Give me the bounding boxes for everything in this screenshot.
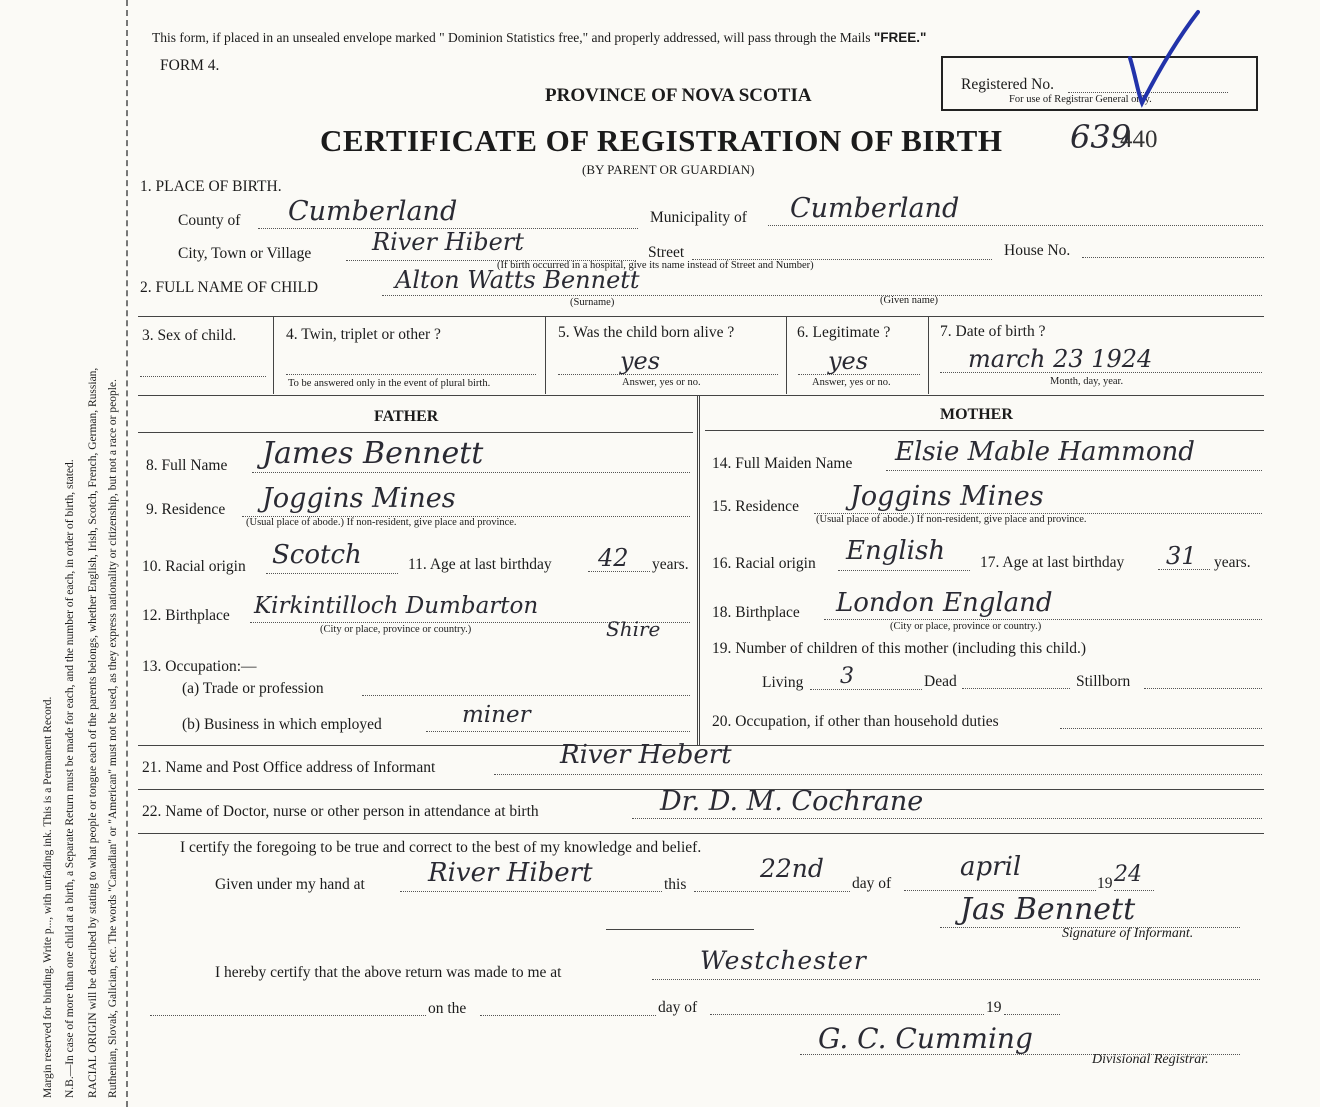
- surname-note: (Surname): [570, 297, 615, 308]
- mother-age-value: 31: [1166, 542, 1197, 570]
- informant-value: River Hebert: [560, 740, 732, 770]
- binding-margin-rule: [126, 0, 128, 1107]
- row-divider-4: [928, 316, 929, 394]
- certificate-number-stamped: 440: [1120, 126, 1158, 153]
- certificate-number-handwritten: 639: [1070, 118, 1132, 156]
- twin-note: To be answered only in the event of plural birth.: [288, 378, 491, 389]
- doctor-label: 22. Name of Doctor, nurse or other person in attendance at birth: [142, 803, 539, 820]
- registrar-day-line: [480, 1015, 656, 1016]
- registrar-signature-label: Divisional Registrar.: [1092, 1052, 1209, 1067]
- given-name-note: (Given name): [880, 295, 939, 306]
- year-prefix-label: 19: [1097, 875, 1113, 892]
- form-number: FORM 4.: [160, 57, 220, 74]
- on-the-blank-line: [150, 1015, 426, 1016]
- legitimate-label: 6. Legitimate ?: [797, 324, 891, 341]
- born-alive-label: 5. Was the child born alive ?: [558, 324, 735, 341]
- row-divider-1: [273, 316, 274, 394]
- county-label: County of: [178, 212, 241, 229]
- father-name-line: [252, 472, 690, 473]
- father-business-label: (b) Business in which employed: [182, 716, 382, 733]
- father-header-rule: [138, 432, 693, 433]
- municipality-value: Cumberland: [790, 193, 960, 224]
- mother-header-rule: [705, 430, 1264, 431]
- doctor-value: Dr. D. M. Cochrane: [660, 786, 924, 817]
- registrar-year-line: [1004, 1014, 1060, 1015]
- father-abode-note: (Usual place of abode.) If non-resident, give place and province.: [246, 517, 517, 528]
- row-top-rule: [138, 316, 1264, 317]
- mother-age-label: 17. Age at last birthday: [980, 554, 1125, 571]
- living-value: 3: [840, 664, 854, 689]
- doctor-line: [632, 818, 1262, 819]
- street-label: Street: [648, 244, 685, 261]
- father-years-label: years.: [652, 556, 689, 573]
- this-label: this: [664, 876, 687, 893]
- father-racial-label: 10. Racial origin: [142, 558, 246, 575]
- check-mark-icon: [1120, 8, 1200, 108]
- date-of-birth-note: Month, day, year.: [1050, 376, 1124, 387]
- mother-children-label: 19. Number of children of this mother (including this child.): [712, 640, 1087, 657]
- mother-name-value: Elsie Mable Hammond: [895, 437, 1195, 467]
- father-racial-line: [266, 573, 398, 574]
- born-alive-note: Answer, yes or no.: [622, 377, 701, 388]
- house-number-label: House No.: [1004, 242, 1071, 259]
- place-of-birth-label: 1. PLACE OF BIRTH.: [140, 178, 282, 195]
- father-birthplace-value-2: Shire: [606, 617, 661, 641]
- doctor-rule: [138, 833, 1264, 834]
- mother-years-label: years.: [1214, 554, 1251, 571]
- father-birthplace-label: 12. Birthplace: [142, 607, 230, 624]
- informant-label: 21. Name and Post Office address of Informant: [142, 759, 436, 776]
- informant-line: [494, 774, 1262, 775]
- mother-name-line: [886, 470, 1262, 471]
- legitimate-value: yes: [828, 347, 869, 375]
- father-name-value: James Bennett: [262, 436, 484, 471]
- informant-signature-label: Signature of Informant.: [1062, 926, 1194, 941]
- born-alive-value: yes: [620, 347, 661, 375]
- dead-label: Dead: [924, 673, 957, 690]
- given-place-line: [400, 891, 662, 892]
- mail-free-label: "FREE.": [873, 30, 927, 45]
- registrar-note: For use of Registrar General only.: [1009, 94, 1152, 105]
- father-trade-label: (a) Trade or profession: [182, 680, 324, 697]
- informant-signature: Jas Bennett: [960, 892, 1136, 927]
- legitimate-note: Answer, yes or no.: [812, 377, 891, 388]
- father-heading: FATHER: [374, 408, 439, 425]
- stillborn-line: [1144, 688, 1262, 689]
- dead-line: [962, 688, 1070, 689]
- date-of-birth-label: 7. Date of birth ?: [940, 323, 1046, 340]
- row-divider-2: [545, 316, 546, 394]
- house-number-line: [1082, 257, 1264, 258]
- child-name-value: Alton Watts Bennett: [395, 266, 640, 294]
- father-name-label: 8. Full Name: [146, 457, 228, 474]
- year-line: [1114, 890, 1154, 891]
- mother-birthplace-line: [824, 619, 1262, 620]
- mother-name-label: 14. Full Maiden Name: [712, 455, 853, 472]
- father-trade-line: [362, 695, 690, 696]
- registrar-month-line: [710, 1014, 984, 1015]
- day-of-label: day of: [852, 875, 892, 892]
- registrar-place-line: [652, 979, 1260, 980]
- margin-note-racial-origin-cont: Ruthenian, Slovak, Galician, etc. The words "Canadian" or "American" must not be used, as they express nationality or citizenship, but not a race or people.: [107, 379, 119, 1098]
- living-label: Living: [762, 674, 804, 691]
- sex-line: [140, 376, 266, 377]
- mother-racial-label: 16. Racial origin: [712, 555, 816, 572]
- mother-abode-note: (Usual place of abode.) If non-resident, give place and province.: [816, 514, 1087, 525]
- mother-occupation-line: [1060, 728, 1262, 729]
- child-name-line: [382, 295, 1262, 296]
- father-racial-value: Scotch: [272, 540, 362, 570]
- father-age-value: 42: [598, 544, 629, 572]
- father-residence-value: Joggins Mines: [262, 483, 456, 514]
- father-business-line: [426, 731, 690, 732]
- month-line: [904, 890, 1096, 891]
- margin-note-multiple-births: N.B.—In case of more than one child at a birth, a Separate Return must be made for each, and the number of each, in order of birth, stated.: [64, 459, 76, 1098]
- county-value: Cumberland: [288, 196, 458, 227]
- twin-label: 4. Twin, triplet or other ?: [286, 326, 441, 343]
- registrar-place-value: Westchester: [700, 946, 867, 975]
- registrar-signature: G. C. Cumming: [818, 1022, 1033, 1055]
- father-residence-label: 9. Residence: [146, 501, 226, 518]
- mother-birthplace-note: (City or place, province or country.): [890, 621, 1042, 632]
- municipality-line: [768, 225, 1263, 226]
- born-alive-line: [558, 374, 778, 375]
- father-occupation-label: 13. Occupation:—: [142, 658, 257, 675]
- municipality-label: Municipality of: [650, 209, 747, 226]
- father-age-label: 11. Age at last birthday: [408, 556, 552, 573]
- living-line: [810, 689, 922, 690]
- hospital-note: (If birth occurred in a hospital, give its name instead of Street and Number): [497, 260, 814, 271]
- city-label: City, Town or Village: [178, 245, 312, 262]
- date-of-birth-value: march 23 1924: [968, 345, 1153, 373]
- registered-number-box: [941, 56, 1258, 111]
- mother-residence-value: Joggins Mines: [850, 481, 1044, 512]
- certify-statement: I certify the foregoing to be true and correct to the best of my knowledge and belief.: [180, 839, 702, 856]
- province-heading: PROVINCE OF NOVA SCOTIA: [545, 85, 812, 106]
- row-divider-3: [786, 316, 787, 394]
- certificate-title: CERTIFICATE OF REGISTRATION OF BIRTH: [320, 123, 1003, 158]
- city-value: River Hibert: [372, 228, 524, 256]
- day-line: [694, 891, 850, 892]
- certificate-subtitle: (BY PARENT OR GUARDIAN): [582, 162, 755, 177]
- registrar-statement: I hereby certify that the above return was made to me at: [215, 964, 562, 981]
- mail-notice: [152, 30, 926, 46]
- mother-birthplace-value: London England: [836, 588, 1053, 618]
- father-birthplace-note: (City or place, province or country.): [320, 624, 472, 635]
- margin-note-binding: Margin reserved for binding. Write p..., with unfading ink. This is a Permanent Record.: [42, 696, 54, 1098]
- mother-racial-value: English: [846, 536, 946, 566]
- mail-notice-text: This form, if placed in an unsealed envelope marked " Dominion Statistics free," and properly addressed, will pass through the Mails: [152, 30, 871, 45]
- month-value: april: [960, 852, 1022, 882]
- mother-occupation-label: 20. Occupation, if other than household duties: [712, 713, 999, 730]
- sex-label: 3. Sex of child.: [142, 327, 237, 344]
- twin-line: [286, 374, 536, 375]
- day-value: 22nd: [760, 854, 824, 883]
- given-label: Given under my hand at: [215, 876, 365, 893]
- mother-residence-label: 15. Residence: [712, 498, 799, 515]
- margin-note-racial-origin: RACIAL ORIGIN will be described by stating to what people or tongue each of the parents belongs, whether English, Irish, Scotch, French, German, Russian,: [87, 367, 99, 1098]
- stillborn-label: Stillborn: [1076, 673, 1131, 690]
- year-suffix-value: 24: [1114, 862, 1142, 887]
- parents-top-rule: [138, 395, 1264, 396]
- father-birthplace-value: Kirkintilloch Dumbarton: [254, 593, 539, 619]
- mother-heading: MOTHER: [940, 406, 1013, 423]
- separator-short-rule: [606, 929, 754, 930]
- registrar-year-prefix: 19: [986, 999, 1002, 1016]
- registrar-day-of-label: day of: [658, 999, 698, 1016]
- child-name-label: 2. FULL NAME OF CHILD: [140, 279, 319, 296]
- registered-label: Registered No.: [961, 76, 1054, 93]
- on-the-label: on the: [428, 1000, 467, 1017]
- mother-birthplace-label: 18. Birthplace: [712, 604, 800, 621]
- given-place-value: River Hibert: [428, 858, 593, 888]
- mother-racial-line: [838, 570, 970, 571]
- father-business-value: miner: [462, 702, 531, 728]
- parents-divider: [697, 395, 700, 745]
